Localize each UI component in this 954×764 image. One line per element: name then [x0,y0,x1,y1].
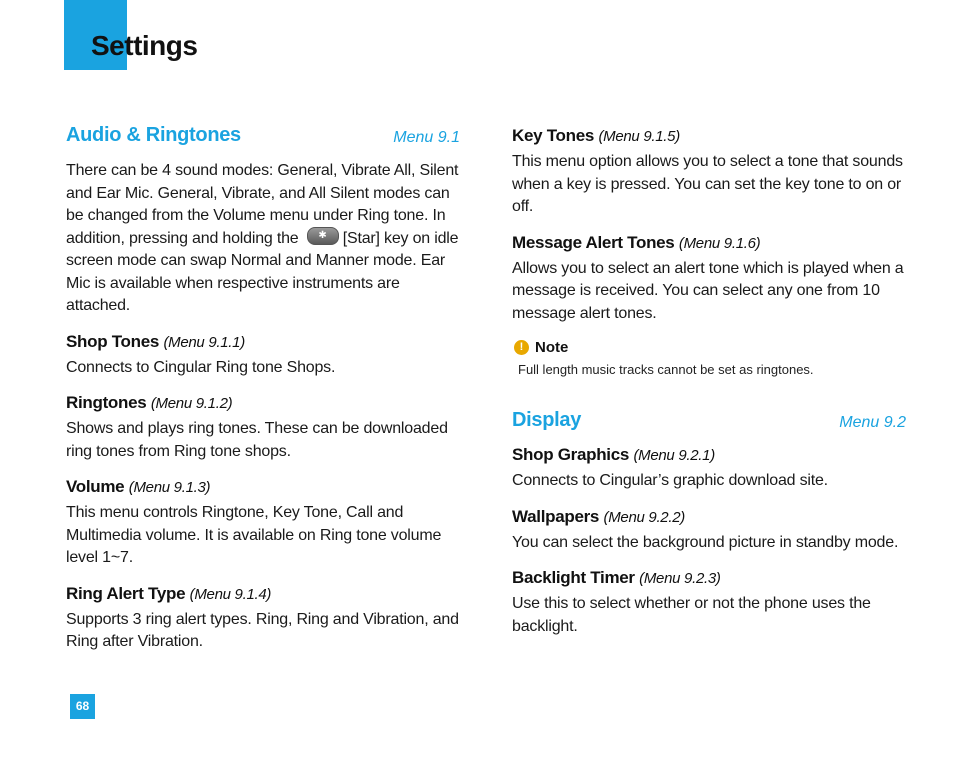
item-description: Shows and plays ring tones. These can be downloaded ring tones from Ring tone shops. [66,420,448,460]
audio-intro-text-2: [Star] key on idle screen mode can swap Normal and Manner mode. Ear Mic is available when respective instruments are attached. [66,229,459,314]
item-name: Key Tones [512,126,595,145]
item-menu-ref: (Menu 9.2.3) [639,570,721,587]
item-title [512,233,908,253]
item-title [66,477,462,497]
note-text: Full length music tracks cannot be set as ringtones. [518,362,814,377]
page-title: Settings [91,30,198,61]
audio-intro [66,160,462,318]
item-title [512,568,908,588]
star-key-icon: ✱ [307,227,339,245]
item-name: Wallpapers [512,506,600,526]
section-title-audio: Audio & Ringtones [66,124,241,146]
page-number: 68 [70,694,95,719]
note-label: Note [535,339,569,356]
item-title [512,507,908,527]
item-title [66,393,462,413]
item-shop-graphics [512,445,908,493]
item-title [66,584,462,604]
item-description: This menu option allows you to select a tone that sounds when a key is pressed. You can set the key tone to on or off. [512,153,903,215]
item-description: You can select the background picture in standby mode. [512,533,899,551]
item-ring-alert-type [66,584,462,654]
item-title [512,126,908,146]
audio-intro-text-1: There can be 4 sound modes: General, Vibrate All, Silent and Ear Mic. General, Vibrate, and All Silent modes can be changed from the Volume menu under Ring tone. In addition, pressing and holding the [66,162,459,247]
item-key-tones [512,126,908,219]
item-ringtones [66,393,462,463]
item-description: This menu controls Ringtone, Key Tone, Call and Multimedia volume. It is available on Ring tone volume level 1~7. [66,504,442,566]
item-volume [66,477,462,570]
item-title [66,332,462,352]
section-header-audio [66,122,462,152]
item-name: Volume [66,477,125,496]
item-name: Shop Tones [66,331,160,351]
exclamation-icon: ! [514,340,529,355]
section-title-display: Display [512,409,582,431]
item-backlight-timer [512,568,908,638]
section-menu-audio: Menu 9.1 [393,129,460,146]
item-menu-ref: (Menu 9.1.6) [678,234,761,252]
item-wallpapers [512,507,908,555]
item-title [512,445,908,465]
section-menu-display: Menu 9.2 [839,414,906,431]
item-menu-ref: (Menu 9.1.4) [189,585,272,603]
item-description: Use this to select whether or not the phone uses the backlight. [512,595,871,635]
item-menu-ref: (Menu 9.1.2) [150,395,233,412]
item-menu-ref: (Menu 9.2.2) [603,508,685,526]
section-header-display [512,407,908,437]
right-column [512,126,908,652]
item-name: Message Alert Tones [512,232,675,252]
item-menu-ref: (Menu 9.1.5) [598,128,680,145]
item-message-alert-tones [512,233,908,326]
item-menu-ref: (Menu 9.2.1) [633,447,715,464]
item-menu-ref: (Menu 9.1.3) [128,479,211,496]
note-box [512,339,908,377]
item-shop-tones [66,332,462,380]
item-name: Backlight Timer [512,568,635,587]
item-description: Connects to Cingular’s graphic download site. [512,472,828,489]
item-name: Ringtones [66,393,147,412]
item-description: Connects to Cingular Ring tone Shops. [66,358,336,376]
left-column [66,122,462,668]
item-description: Allows you to select an alert tone which is played when a message is received. You can select any one from 10 message alert tones. [512,259,904,322]
item-description: Supports 3 ring alert types. Ring, Ring and Vibration, and Ring after Vibration. [66,610,459,650]
item-name: Shop Graphics [512,445,630,464]
item-menu-ref: (Menu 9.1.1) [163,333,245,351]
note-header [514,339,908,356]
item-name: Ring Alert Type [66,583,186,603]
